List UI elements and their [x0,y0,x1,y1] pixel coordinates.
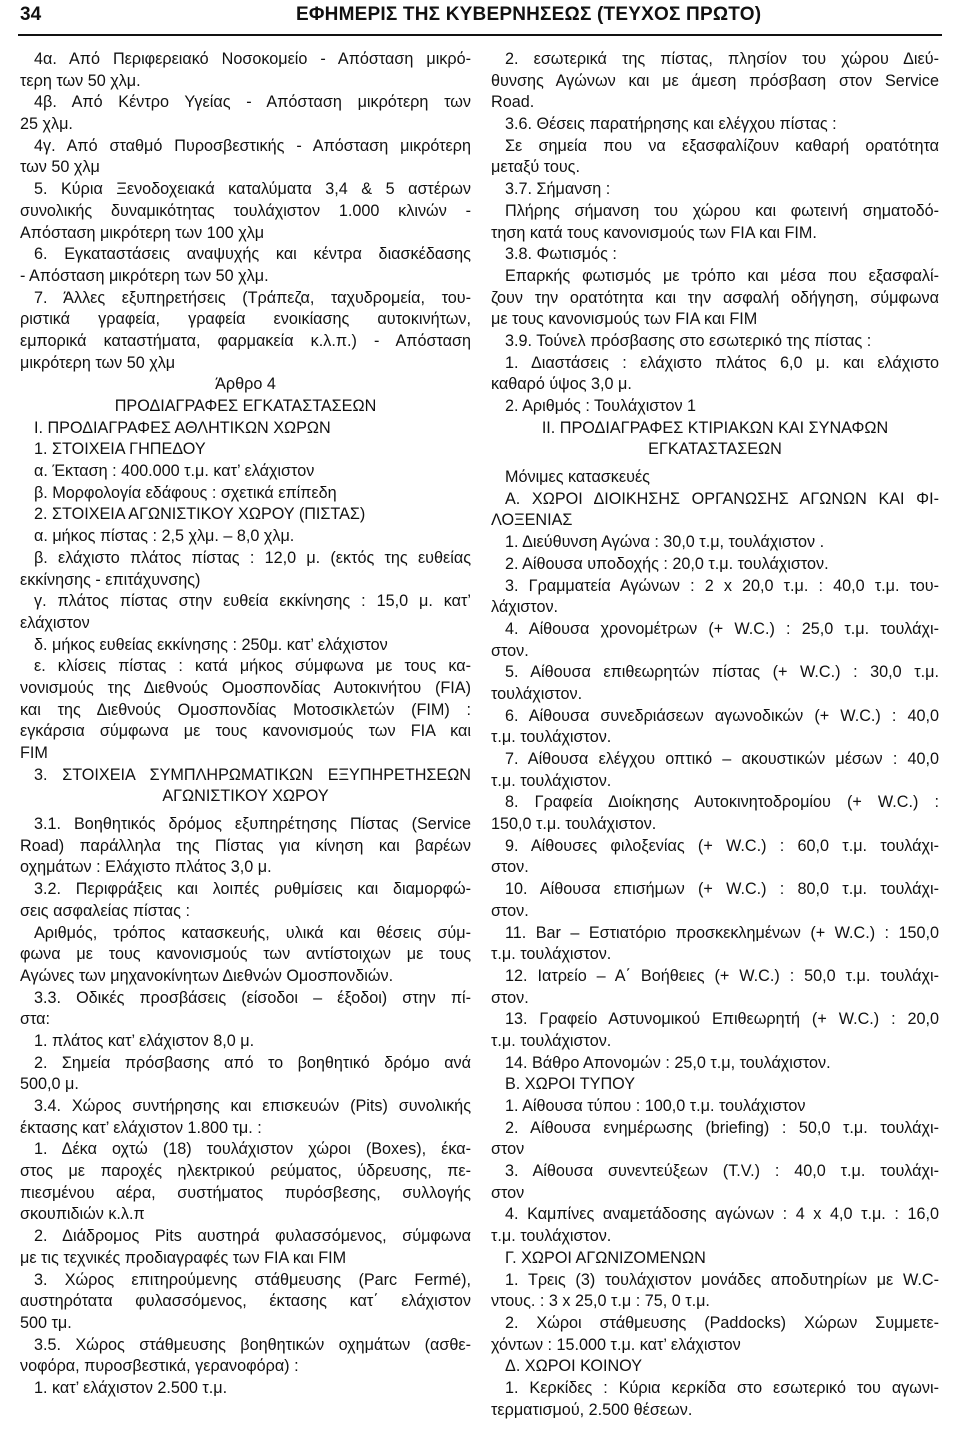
page-number: 34 [20,4,42,25]
text-line: 4γ. Από σταθμό Πυροσβεστικής - Απόσταση μικρότερη [34,136,471,155]
text-line: τουλάχιστον. [491,684,583,703]
text-line: δ. μήκος ευθείας εκκίνησης : 250μ. κατ’ ελάχιστον [34,635,388,654]
text-line: καθαρό ύψος 3,0 μ. [491,375,632,394]
text-line: Απόσταση μικρότερη των 100 χλμ [20,223,265,242]
text-line: 2. Χώροι στάθμευσης (Paddocks) Χώρων Συμμετε- [505,1313,939,1332]
text-line: χόντων : 15.000 τ.μ. κατ’ ελάχιστον [491,1335,741,1354]
text-line: 1. πλάτος κατ’ ελάχιστον 8,0 μ. [34,1031,255,1050]
text-line: στον. [491,901,529,920]
text-line: εγκάρσια σύμφωνα με τους κανονισμούς των FIA και [20,722,471,741]
text-line: 3. ΣΤΟΙΧΕΙΑ ΣΥΜΠΛΗΡΩΜΑΤΙΚΩΝ ΕΞΥΠΗΡΕΤΗΣΕΩΝ [34,765,471,784]
text-line: ΕΓΚΑΤΑΣΤΑΣΕΩΝ [648,440,782,459]
text-line: εκκίνησης - επιτάχυνσης) [20,570,201,589]
text-line: β. Μορφολογία εδάφους : σχετικά επίπεδη [34,483,337,502]
text-line: 4β. Από Κέντρο Υγείας - Απόσταση μικρότερη των [34,93,471,112]
text-line: 2. Διάδρομος Pits αυστηρά φυλασσόμενος, σύμφωνα [34,1227,471,1246]
text-line: Β. ΧΩΡΟΙ ΤΥΠΟΥ [505,1075,636,1094]
text-line: Μόνιμες κατασκευές [505,468,650,487]
text-line: 1. Κερκίδες : Κύρια κερκίδα στο εσωτερικό του αγωνι- [505,1378,939,1397]
text-line: στον [491,1140,525,1159]
text-line: 3.9. Τούνελ πρόσβασης στο εσωτερικό της πίστας : [505,331,872,350]
text-line: 11. Bar – Εστιατόριο προσκεκλημένων (+ W.C.) : 150,0 [505,923,939,942]
text-line: νοφόρα, πυροσβεστικά, γερανοφόρα) : [20,1357,299,1376]
text-line: τ.μ. τουλάχιστον. [491,1227,612,1246]
text-line: μεταξύ τους. [491,158,580,177]
text-line: Επαρκής φωτισμός με τρόπο και μέσα που εξασφαλί- [505,266,939,285]
text-line: μικρότερη των 50 χλμ [20,353,176,372]
text-line: Άρθρο 4 [215,375,276,394]
text-line: 25 χλμ. [20,115,73,134]
text-line: 3.4. Χώρος συντήρησης και επισκευών (Pits) συνολικής [34,1097,471,1115]
text-line: θυνσης Αγώνων και με άμεση πρόσβαση στον Service [491,71,939,90]
text-line: 6. Αίθουσα συνεδριάσεων αγωνοδικών (+ W.C.) : 40,0 [505,706,939,725]
text-line: τερματισμού, 2.500 θέσεων. [491,1400,693,1419]
text-line: 3.6. Θέσεις παρατήρησης και ελέγχου πίστας : [505,115,837,134]
text-line: - Απόσταση μικρότερη των 50 χλμ. [20,266,269,285]
text-line: 4α. Από Περιφερειακό Νοσοκομείο - Απόσταση μικρό- [34,50,471,68]
text-line: 5. Αίθουσα επιθεωρητών πίστας (+ W.C.) : 30,0 τ.μ. [505,663,939,682]
header-rule [18,34,942,36]
text-line: των 50 χλμ [20,158,100,177]
text-line: στον. [491,858,529,877]
text-line: έκτασης κατ’ ελάχιστον 1.800 τμ. : [20,1118,262,1137]
text-line: α. Έκταση : 400.000 τ.μ. κατ’ ελάχιστον [34,462,315,481]
text-line: με τους κανονισμούς των FIA και FIM [491,310,758,329]
text-line: 9. Αίθουσες φιλοξενίας (+ W.C.) : 60,0 τ.μ. τουλάχι- [505,836,939,855]
text-line: τερη των 50 χλμ. [20,71,141,90]
text-line: σεις ασφαλείας πίστας : [20,901,190,920]
text-line: 13. Γραφείο Αστυνομικού Επιθεωρητή (+ W.C.) : 20,0 [505,1010,939,1029]
left-column [20,49,471,1400]
text-line: ε. κλίσεις πίστας : κατά μήκος σύμφωνα με τους κα- [34,657,471,676]
text-line: 1. Τρεις (3) τουλάχιστον μονάδες αποδυτηρίων με W.C- [505,1270,939,1289]
text-line: 14. Βάθρο Απονομών : 25,0 τ.μ, τουλάχιστον. [505,1053,831,1072]
text-line: 1. Διαστάσεις : ελάχιστο πλάτος 6,0 μ. και ελάχιστο [505,353,939,372]
text-line: 3.5. Χώρος στάθμευσης βοηθητικών οχημάτων (ασθε- [34,1335,471,1354]
text-line: ΑΓΩΝΙΣΤΙΚΟΥ ΧΩΡΟΥ [162,787,329,806]
text-line: 1. ΣΤΟΙΧΕΙΑ ΓΗΠΕΔΟΥ [34,440,206,459]
text-line: Δ. ΧΩΡΟΙ ΚΟΙΝΟΥ [505,1357,643,1376]
text-line: 2. Σημεία πρόσβασης από το βοηθητικό δρόμο ανά [34,1053,471,1072]
text-line: τ.μ. τουλάχιστον. [491,728,612,747]
text-line: ΙΙ. ΠΡΟΔΙΑΓΡΑΦΕΣ ΚΤΙΡΙΑΚΩΝ ΚΑΙ ΣΥΝΑΦΩΝ [541,418,889,437]
text-line: Σε σημεία που να εξασφαλίζουν καθαρή ορατότητα [505,136,939,155]
text-line: ΠΡΟΔΙΑΓΡΑΦΕΣ ΕΓΚΑΤΑΣΤΑΣΕΩΝ [114,397,377,415]
text-line: 150,0 τ.μ. τουλάχιστον. [491,815,657,834]
text-line: ντους. : 3 x 25,0 τ.μ : 75, 0 τ.μ. [491,1292,710,1311]
right-column [491,49,939,1421]
text-line: τ.μ. τουλάχιστον. [491,771,612,790]
text-line: 6. Εγκαταστάσεις αναψυχής και κέντρα διασκέδασης [34,245,471,264]
text-line: 3. Γραμματεία Αγώνων : 2 x 20,0 τ.μ. : 40,0 τ.μ. του- [505,576,939,595]
text-line: στα: [20,1010,51,1029]
text-line: 3.3. Οδικές προσβάσεις (είσοδοι – έξοδοι) στην πί- [34,988,471,1007]
text-line: 1. Δέκα οχτώ (18) τουλάχιστον χώροι (Boxes), έκα- [34,1140,471,1159]
text-line: FIM [20,744,48,762]
text-line: 2. ΣΤΟΙΧΕΙΑ ΑΓΩΝΙΣΤΙΚΟΥ ΧΩΡΟΥ (ΠΙΣΤΑΣ) [34,505,366,524]
text-line: σκουπιδιών κ.λ.π [20,1205,145,1224]
text-line: 8. Γραφεία Διοίκησης Αυτοκινητοδρομίου (+ W.C.) : [505,793,939,812]
text-line: 12. Ιατρείο – Α΄ Βοήθειες (+ W.C.) : 50,0 τ.μ. τουλάχι- [505,966,939,985]
text-line: ριστικά γραφεία, γραφεία ενοικίασης αυτοκινήτων, [20,310,471,329]
text-line: εμπορικά καταστήματα, φαρμακεία κ.λ.π.) - Απόσταση [20,331,471,350]
text-line: 2. εσωτερικά της πίστας, πλησίον του χώρου Διεύ- [505,50,939,68]
text-line: 3. Χώρος επιτηρούμενης στάθμευσης (Parc Fermé), [34,1270,471,1289]
text-line: α. μήκος πίστας : 2,5 χλμ. – 8,0 χλμ. [34,527,295,546]
text-line: φωνα με τους κανονισμούς των αντίστοιχων με τους [20,945,471,964]
text-line: οχημάτων : Ελάχιστο πλάτος 3,0 μ. [20,858,272,877]
text-line: πιεσμένου αέρα, συστήματος πυρόσβεσης, συλλογής [20,1183,471,1202]
text-line: 4. Αίθουσα χρονομέτρων (+ W.C.) : 25,0 τ.μ. τουλάχι- [505,619,939,638]
text-line: 7. Άλλες εξυπηρετήσεις (Τράπεζα, ταχυδρομεία, του- [34,288,471,307]
text-line: Α. ΧΩΡΟΙ ΔΙΟΙΚΗΣΗΣ ΟΡΓΑΝΩΣΗΣ ΑΓΩΝΩΝ ΚΑΙ ΦΙ- [505,489,939,508]
text-line: τ.μ. τουλάχιστον. [491,1031,612,1050]
text-line: 2. Αριθμός : Τουλάχιστον 1 [505,397,697,415]
text-line: Αγώνες των μηχανοκίνητων Διεθνών Ομοσπονδιών. [20,966,394,985]
text-line: 1. Διεύθυνση Αγώνα : 30,0 τ.μ, τουλάχιστον . [505,533,825,552]
text-line: Ι. ΠΡΟΔΙΑΓΡΑΦΕΣ ΑΘΛΗΤΙΚΩΝ ΧΩΡΩΝ [34,418,331,437]
text-line: 2. Αίθουσα ενημέρωσης (briefing) : 50,0 τ.μ. τουλάχι- [505,1118,939,1137]
text-line: 500,0 μ. [20,1075,79,1094]
text-line: Γ. ΧΩΡΟΙ ΑΓΩΝΙΖΟΜΕΝΩΝ [505,1248,706,1267]
text-line: με τις τεχνικές προδιαγραφές των FIA και FIM [20,1248,347,1267]
text-line: Road) παράλληλα της Πίστας για κίνηση και βαρέων [20,836,471,855]
text-line: και της Διεθνούς Ομοσπονδίας Μοτοσικλετών (FIM) : [20,700,471,719]
text-line: Πλήρης σήμανση του χώρου και φωτεινή σηματοδό- [505,201,939,220]
text-line: 7. Αίθουσα ελέγχου οπτικό – ακουστικών μέσων : 40,0 [505,750,939,768]
text-line: αυστηρότατα φυλασσόμενος, έκτασης κατ΄ ελάχιστον [20,1292,471,1311]
text-line: 3.1. Βοηθητικός δρόμος εξυπηρέτησης Πίστας (Service [34,815,471,834]
text-line: στον [491,1183,525,1202]
text-line: 5. Κύρια Ξενοδοχειακά καταλύματα 3,4 & 5 αστέρων [34,180,471,199]
text-line: στον. [491,641,529,660]
text-line: 500 τμ. [20,1313,72,1332]
text-line: λάχιστον. [491,598,559,617]
text-line: ΛΟΞΕΝΙΑΣ [491,511,573,530]
text-line: 1. κατ’ ελάχιστον 2.500 τ.μ. [34,1378,228,1397]
page-header [0,0,960,34]
text-line: ελάχιστον [20,613,90,632]
text-line: νονισμούς της Διεθνούς Ομοσπονδίας Αυτοκινήτου (FIA) [20,678,471,697]
text-line: 4. Καμπίνες αναμετάδοσης αγώνων : 4 x 4,0 τ.μ. : 16,0 [505,1205,939,1224]
text-line: 3.8. Φωτισμός : [505,245,617,264]
text-line: στον. [491,988,529,1007]
text-line: 1. Αίθουσα τύπου : 100,0 τ.μ. τουλάχιστον [505,1097,806,1115]
text-line: 10. Αίθουσα επισήμων (+ W.C.) : 80,0 τ.μ. τουλάχι- [505,880,939,899]
text-line: 3.7. Σήμανση : [505,180,611,199]
text-line: τ.μ. τουλάχιστον. [491,945,612,964]
text-line: τηση κατά τους κανονισμούς των FIA και FIM. [491,223,817,242]
text-line: 2. Αίθουσα υποδοχής : 20,0 τ.μ. τουλάχιστον. [505,554,829,573]
text-line: Αριθμός, τρόπος κατασκευής, υλικά και θέσεις σύμ- [34,923,471,942]
text-line: συνολικής δυναμικότητας τουλάχιστον 1.000 κλινών - [20,201,471,220]
text-line: Road. [491,93,535,112]
text-line: 3.2. Περιφράξεις και λοιπές ρυθμίσεις και διαμορφώ- [34,880,471,899]
text-line: γ. πλάτος πίστας στην ευθεία εκκίνησης : 15,0 μ. κατ’ [34,592,471,611]
text-line: β. ελάχιστο πλάτος πίστας : 12,0 μ. (εκτός της ευθείας [34,548,471,567]
text-line: στος με παροχές ηλεκτρικού ρεύματος, ύδρευσης, πε- [20,1162,471,1181]
journal-title: ΕΦΗΜΕΡΙΣ ΤΗΣ ΚΥΒΕΡΝΗΣΕΩΣ (ΤΕΥΧΟΣ ΠΡΩΤΟ) [296,4,762,25]
text-line: 3. Αίθουσα συνεντεύξεων (T.V.) : 40,0 τ.μ. τουλάχι- [505,1162,939,1181]
text-line: ζουν την ορατότητα και την ασφαλή οδήγηση, σύμφωνα [491,288,939,307]
